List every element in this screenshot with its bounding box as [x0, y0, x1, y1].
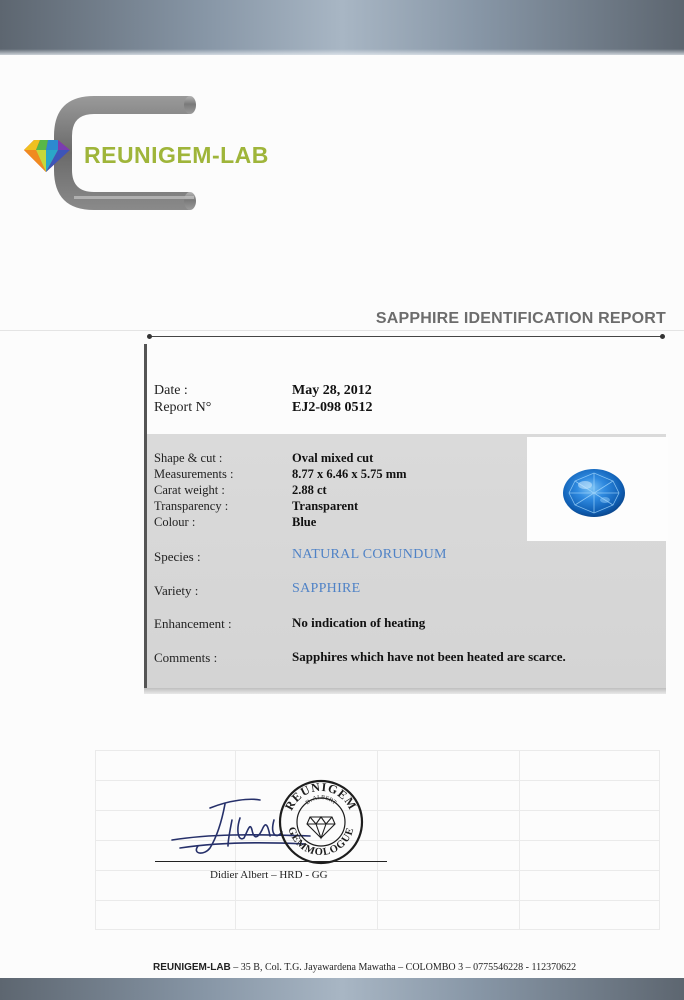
colour-value: Blue — [292, 515, 317, 529]
footer-address — [153, 962, 576, 973]
variety-value: SAPPHIRE — [292, 581, 361, 596]
transparency-value: Transparent — [292, 499, 359, 513]
transparency-label: Transparency : — [154, 499, 229, 513]
date-value: May 28, 2012 — [292, 383, 372, 398]
gemmologue-stamp — [276, 778, 366, 866]
species-label: Species : — [154, 549, 201, 564]
blue-sapphire-gem-icon — [561, 467, 627, 519]
report-number-label: Report N° — [154, 400, 212, 415]
signer-name: Didier Albert – HRD - GG — [210, 869, 328, 881]
footer-brand: REUNIGEM-LAB — [153, 962, 231, 973]
report-title: SAPPHIRE IDENTIFICATION REPORT — [375, 310, 666, 327]
signature-line — [155, 861, 387, 862]
shape-value: Oval mixed cut — [292, 451, 374, 465]
report-number-value: EJ2-098 0512 — [292, 400, 373, 415]
gem-photo — [527, 437, 668, 541]
carat-label: Carat weight : — [154, 483, 225, 497]
enhancement-value: No indication of heating — [292, 615, 426, 630]
variety-label: Variety : — [154, 583, 199, 598]
comments-value: Sapphires which have not been heated are scarce. — [292, 649, 566, 664]
frame-bottom-border — [144, 688, 666, 694]
svg-text:GEMMOLOGUE: GEMMOLOGUE — [285, 825, 357, 859]
species-value: NATURAL CORUNDUM — [292, 547, 447, 562]
title-rule — [150, 336, 662, 337]
brand-name: REUNIGEM-LAB — [84, 142, 269, 168]
svg-text:D. ALBERT: D. ALBERT — [304, 794, 338, 807]
measurements-label: Measurements : — [154, 467, 234, 481]
top-decorative-band — [0, 0, 684, 55]
paper-fold-line — [0, 330, 684, 331]
colour-label: Colour : — [154, 515, 196, 529]
svg-text:REUNIGEM: REUNIGEM — [281, 779, 361, 813]
comments-label: Comments : — [154, 650, 218, 665]
footer-address-text: – 35 B, Col. T.G. Jayawardena Mawatha – COLOMBO 3 – 0775546228 - 112370622 — [230, 962, 577, 973]
enhancement-label: Enhancement : — [154, 616, 232, 631]
shape-label: Shape & cut : — [154, 451, 223, 465]
date-label: Date : — [154, 383, 188, 398]
carat-value: 2.88 ct — [292, 483, 327, 497]
bottom-decorative-band — [0, 978, 684, 1000]
measurements-value: 8.77 x 6.46 x 5.75 mm — [292, 467, 407, 481]
